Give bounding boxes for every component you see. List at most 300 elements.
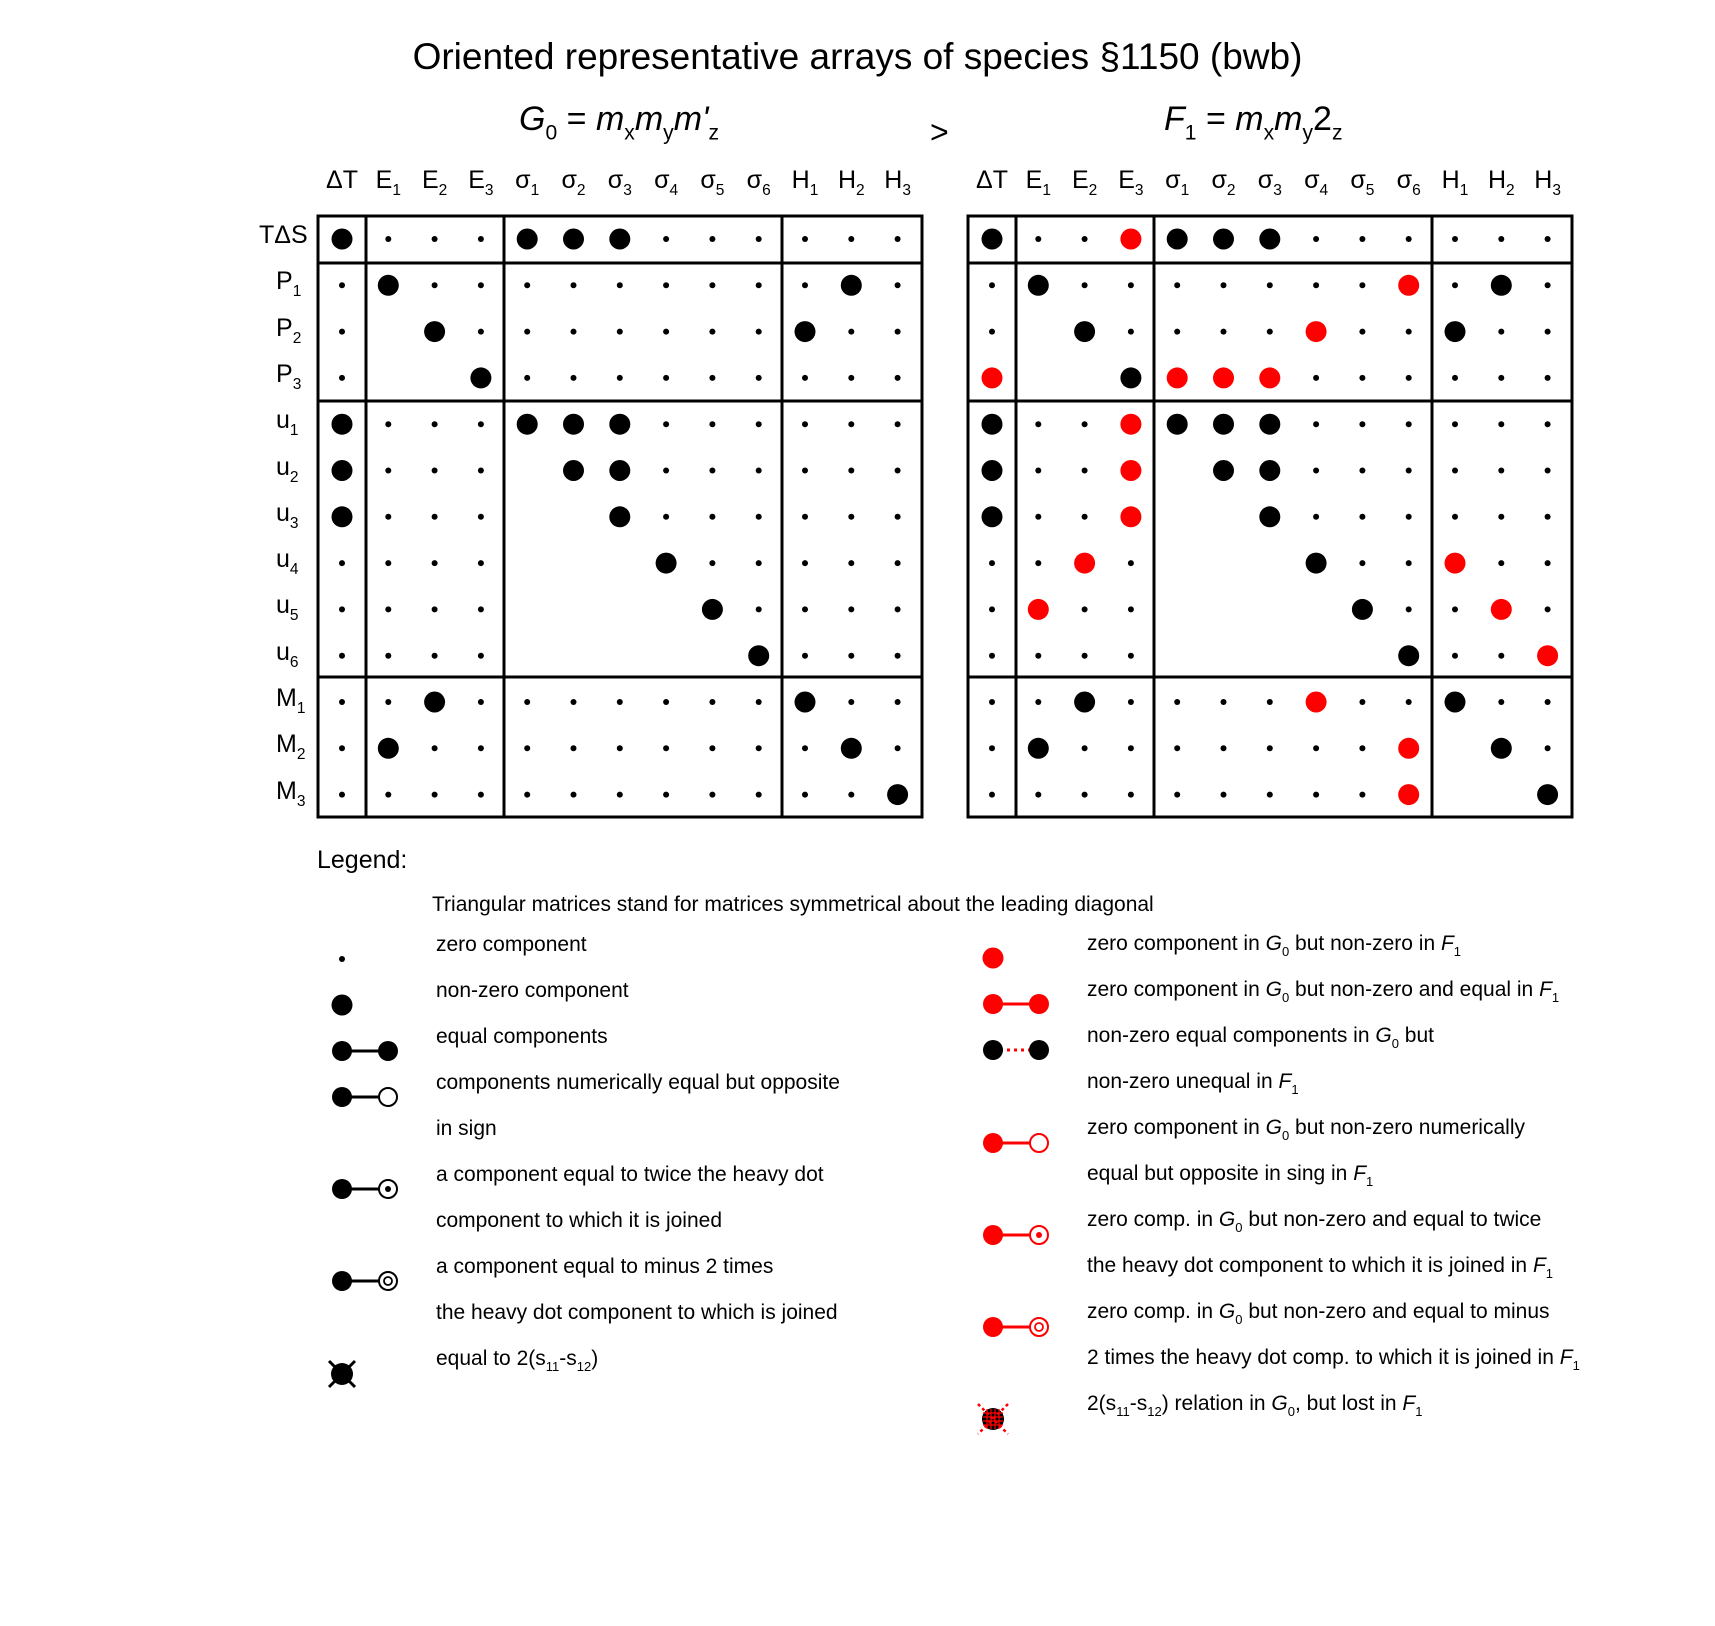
zero-component-dot (709, 282, 715, 288)
zero-component-dot (1221, 282, 1227, 288)
zero-component-dot (756, 375, 762, 381)
legend-red-twice-pair-icon-center (1036, 1232, 1042, 1238)
column-label-f1-3: $E_3$ (1118, 166, 1144, 199)
column-label-g0-9: $\sigma_6$ (746, 166, 771, 199)
zero-component-dot (617, 375, 623, 381)
row-label-12: $M_3$ (276, 776, 306, 810)
zero-component-dot (1406, 606, 1412, 612)
legend-left-text: component to which it is joined (436, 1209, 722, 1232)
nonzero-component-dot (982, 229, 1003, 250)
zero-component-dot (848, 514, 854, 520)
zero-component-dot (709, 421, 715, 427)
zero-component-dot (1221, 329, 1227, 335)
legend-opposite-pair-icon-dot (332, 1087, 352, 1107)
zero-component-dot (1452, 514, 1458, 520)
zero-component-dot (1498, 236, 1504, 242)
zero-component-dot (1082, 282, 1088, 288)
row-label-6: $u_3$ (276, 498, 299, 532)
nonzero-component-dot (563, 460, 584, 481)
legend-twice-pair-icon-dot (332, 1179, 352, 1199)
legend-left-text: equal to $2(s_{11}-s_{12})$ (436, 1347, 599, 1374)
zero-component-dot (571, 282, 577, 288)
nonzero-component-dot (887, 784, 908, 805)
nonzero-component-dot (1398, 645, 1419, 666)
zero-component-dot (1359, 421, 1365, 427)
zero-component-dot (1313, 236, 1319, 242)
zero-component-dot (1498, 699, 1504, 705)
new-nonzero-component-dot (1491, 599, 1512, 620)
zero-component-dot (1313, 282, 1319, 288)
zero-component-dot (385, 606, 391, 612)
zero-component-dot (802, 560, 808, 566)
zero-component-dot (848, 606, 854, 612)
group-g0-heading: $G_0 = m_xm_ym'_z$ (519, 100, 720, 145)
zero-component-dot (895, 514, 901, 520)
legend-right-text: zero comp. in $G_0$ but non-zero and equal to minus (1087, 1300, 1550, 1327)
zero-component-dot (524, 329, 530, 335)
nonzero-component-dot (424, 321, 445, 342)
zero-component-dot (895, 560, 901, 566)
zero-component-dot (1406, 560, 1412, 566)
zero-component-dot (1035, 514, 1041, 520)
zero-component-dot (1452, 282, 1458, 288)
zero-component-dot (895, 421, 901, 427)
nonzero-component-dot (656, 553, 677, 574)
zero-component-dot (1128, 560, 1134, 566)
zero-component-dot (989, 329, 995, 335)
new-nonzero-component-dot (1074, 553, 1095, 574)
new-nonzero-component-dot (982, 367, 1003, 388)
column-label-f1-1: $E_1$ (1025, 166, 1051, 199)
zero-component-dot (478, 282, 484, 288)
new-nonzero-component-dot (1028, 599, 1049, 620)
zero-component-dot (802, 514, 808, 520)
zero-component-dot (709, 468, 715, 474)
zero-component-dot (1174, 745, 1180, 751)
nonzero-component-dot (748, 645, 769, 666)
zero-component-dot (432, 560, 438, 566)
zero-component-dot (617, 329, 623, 335)
legend-heading: Legend: (317, 846, 408, 874)
nonzero-component-dot (1213, 460, 1234, 481)
row-label-5: $u_2$ (276, 452, 299, 486)
zero-component-dot (478, 329, 484, 335)
zero-component-dot (1128, 282, 1134, 288)
legend-note: Triangular matrices stand for matrices symmetrical about the leading diagonal (432, 893, 1154, 916)
legend-right-text: $2(s_{11}-s_{12})$ relation in $G_0$, but lost in $F_1$ (1087, 1392, 1423, 1419)
zero-component-dot (802, 792, 808, 798)
nonzero-component-dot (1028, 275, 1049, 296)
legend-red-minus-twice-pair-icon-ring (1030, 1318, 1048, 1336)
zero-component-dot (756, 236, 762, 242)
zero-component-dot (524, 745, 530, 751)
zero-component-dot (895, 329, 901, 335)
zero-component-dot (1174, 329, 1180, 335)
zero-component-dot (524, 792, 530, 798)
zero-component-dot (1174, 699, 1180, 705)
nonzero-component-dot (1306, 553, 1327, 574)
row-label-11: $M_2$ (276, 730, 306, 764)
nonzero-component-dot (1074, 321, 1095, 342)
legend-red-twice-pair-icon-dot (983, 1225, 1003, 1245)
nonzero-component-dot (1213, 229, 1234, 250)
column-label-f1-8: $\sigma_5$ (1350, 166, 1375, 199)
column-label-f1-7: $\sigma_4$ (1304, 166, 1329, 199)
nonzero-component-dot (332, 506, 353, 527)
zero-component-dot (1082, 792, 1088, 798)
zero-component-dot (756, 282, 762, 288)
zero-component-dot (432, 421, 438, 427)
zero-component-dot (524, 282, 530, 288)
zero-component-dot (385, 699, 391, 705)
zero-component-dot (339, 329, 345, 335)
legend-red-opposite-pair-icon-ring (1030, 1134, 1048, 1152)
zero-component-dot (1128, 745, 1134, 751)
zero-component-dot (571, 375, 577, 381)
zero-component-dot (802, 653, 808, 659)
zero-component-dot (1035, 699, 1041, 705)
legend-right-text: zero component in $G_0$ but non-zero and equal in $F_1$ (1087, 978, 1560, 1005)
legend-right-text: non-zero unequal in $F_1$ (1087, 1070, 1299, 1097)
zero-component-dot (432, 236, 438, 242)
legend-left-text: a component equal to twice the heavy dot (436, 1163, 824, 1186)
column-label-g0-2: $E_2$ (421, 166, 448, 199)
column-label-g0-8: $\sigma_5$ (700, 166, 725, 199)
legend-red-equal-pair-icon-dot (983, 994, 1003, 1014)
new-nonzero-component-dot (1167, 367, 1188, 388)
zero-component-dot (989, 653, 995, 659)
zero-component-dot (802, 745, 808, 751)
row-label-0: TΔS (259, 221, 308, 249)
legend-right-text: non-zero equal components in $G_0$ but (1087, 1024, 1434, 1051)
zero-component-dot (1452, 653, 1458, 659)
nonzero-component-dot (702, 599, 723, 620)
zero-component-dot (756, 329, 762, 335)
zero-component-dot (1267, 282, 1273, 288)
zero-component-dot (1359, 236, 1365, 242)
zero-component-dot (1545, 282, 1551, 288)
zero-component-dot (895, 236, 901, 242)
legend-left-text: a component equal to minus 2 times (436, 1255, 774, 1278)
zero-component-dot (1545, 421, 1551, 427)
zero-component-dot (385, 236, 391, 242)
nonzero-component-dot (1259, 460, 1280, 481)
nonzero-component-dot (1352, 599, 1373, 620)
column-label-g0-1: $E_1$ (375, 166, 401, 199)
column-label-g0-4: $\sigma_1$ (515, 166, 540, 199)
zero-component-dot (663, 421, 669, 427)
nonzero-component-dot (378, 275, 399, 296)
zero-component-dot (663, 514, 669, 520)
zero-component-dot (385, 468, 391, 474)
nonzero-component-dot (563, 229, 584, 250)
nonzero-component-dot (1074, 692, 1095, 713)
legend-right-text: equal but opposite in sing in $F_1$ (1087, 1162, 1374, 1189)
zero-component-dot (478, 792, 484, 798)
row-label-9: $u_6$ (276, 637, 299, 671)
zero-component-dot (339, 606, 345, 612)
column-label-f1-2: $E_2$ (1071, 166, 1098, 199)
nonzero-component-dot (563, 414, 584, 435)
zero-component-dot (478, 560, 484, 566)
legend-left-text: in sign (436, 1117, 497, 1140)
zero-component-dot (1128, 329, 1134, 335)
zero-component-dot (339, 745, 345, 751)
legend-right-text: zero comp. in $G_0$ but non-zero and equal to twice (1087, 1208, 1542, 1235)
zero-component-dot (895, 375, 901, 381)
zero-component-dot (1267, 329, 1273, 335)
zero-component-dot (709, 560, 715, 566)
zero-component-dot (848, 468, 854, 474)
zero-component-dot (663, 375, 669, 381)
zero-component-dot (1313, 468, 1319, 474)
zero-component-dot (848, 329, 854, 335)
zero-component-dot (802, 468, 808, 474)
zero-component-dot (1035, 236, 1041, 242)
zero-component-dot (1128, 606, 1134, 612)
zero-component-dot (663, 699, 669, 705)
zero-component-dot (432, 792, 438, 798)
zero-component-dot (1128, 653, 1134, 659)
zero-component-dot (339, 375, 345, 381)
legend-left-text: equal components (436, 1025, 608, 1048)
legend-left-text: the heavy dot component to which is joined (436, 1301, 838, 1324)
column-label-g0-5: $\sigma_2$ (561, 166, 586, 199)
zero-component-dot (1359, 329, 1365, 335)
zero-component-dot (1082, 421, 1088, 427)
zero-component-dot (895, 606, 901, 612)
nonzero-component-dot (1167, 229, 1188, 250)
new-nonzero-component-dot (1306, 321, 1327, 342)
legend-dotted-pair-icon-dot (1029, 1040, 1049, 1060)
zero-component-dot (663, 792, 669, 798)
zero-component-dot (1498, 421, 1504, 427)
column-label-f1-9: $\sigma_6$ (1396, 166, 1421, 199)
zero-component-dot (478, 236, 484, 242)
legend-equal-pair-icon-dot (378, 1041, 398, 1061)
new-nonzero-component-dot (1398, 275, 1419, 296)
legend-right-text: zero component in $G_0$ but non-zero numerically (1087, 1116, 1525, 1143)
zero-component-dot (989, 699, 995, 705)
nonzero-component-dot (1259, 414, 1280, 435)
zero-component-dot (1452, 236, 1458, 242)
zero-component-dot (756, 745, 762, 751)
row-label-8: $u_5$ (276, 591, 299, 625)
zero-component-dot (1359, 468, 1365, 474)
zero-component-dot (478, 745, 484, 751)
zero-component-dot (385, 792, 391, 798)
zero-component-dot (1498, 514, 1504, 520)
nonzero-component-dot (609, 460, 630, 481)
zero-component-dot (848, 560, 854, 566)
zero-component-dot (756, 560, 762, 566)
zero-component-dot (1406, 329, 1412, 335)
legend-right-text: zero component in $G_0$ but non-zero in $F_1$ (1087, 932, 1462, 959)
zero-component-dot (663, 329, 669, 335)
nonzero-component-dot (795, 321, 816, 342)
zero-component-dot (339, 792, 345, 798)
column-label-f1-5: $\sigma_2$ (1211, 166, 1236, 199)
zero-component-dot (895, 745, 901, 751)
zero-component-dot (1359, 792, 1365, 798)
zero-component-dot (571, 745, 577, 751)
zero-component-dot (1174, 282, 1180, 288)
nonzero-component-dot (982, 460, 1003, 481)
row-label-2: $P_2$ (276, 313, 302, 347)
new-nonzero-component-dot (1537, 645, 1558, 666)
new-nonzero-component-dot (1306, 692, 1327, 713)
zero-component-dot (1267, 699, 1273, 705)
zero-component-dot (1498, 468, 1504, 474)
column-label-g0-7: $\sigma_4$ (654, 166, 679, 199)
new-nonzero-component-dot (1259, 367, 1280, 388)
zero-component-dot (848, 236, 854, 242)
zero-component-dot (989, 560, 995, 566)
zero-component-dot (1359, 745, 1365, 751)
zero-component-dot (802, 606, 808, 612)
zero-component-dot (571, 329, 577, 335)
zero-component-dot (1082, 236, 1088, 242)
zero-component-dot (617, 699, 623, 705)
legend-red-opposite-pair-icon-dot (983, 1133, 1003, 1153)
zero-component-dot (339, 560, 345, 566)
zero-component-dot (1498, 375, 1504, 381)
zero-component-dot (1082, 606, 1088, 612)
zero-component-dot (1035, 792, 1041, 798)
zero-component-dot (1221, 699, 1227, 705)
zero-component-dot (478, 421, 484, 427)
legend-minus-twice-pair-icon-ring (379, 1272, 397, 1290)
zero-component-dot (1267, 792, 1273, 798)
zero-component-dot (571, 792, 577, 798)
nonzero-component-dot (378, 738, 399, 759)
zero-component-dot (1267, 745, 1273, 751)
new-nonzero-component-dot (1120, 506, 1141, 527)
zero-component-dot (989, 745, 995, 751)
legend-big-dot-icon (332, 995, 353, 1016)
group-f1-heading: $F_1 = m_xm_y2_z$ (1164, 100, 1343, 145)
row-label-1: $P_1$ (276, 267, 302, 301)
zero-component-dot (709, 514, 715, 520)
zero-component-dot (1313, 514, 1319, 520)
zero-component-dot (1082, 468, 1088, 474)
new-nonzero-component-dot (1398, 738, 1419, 759)
comparison-sign: > (930, 114, 949, 150)
legend-twice-pair-icon-center (385, 1186, 391, 1192)
legend-right-text: 2 times the heavy dot comp. to which it is joined in $F_1$ (1087, 1346, 1580, 1373)
zero-component-dot (1406, 514, 1412, 520)
zero-component-dot (385, 514, 391, 520)
zero-component-dot (524, 375, 530, 381)
zero-component-dot (756, 421, 762, 427)
zero-component-dot (1359, 560, 1365, 566)
zero-component-dot (802, 375, 808, 381)
zero-component-dot (1452, 375, 1458, 381)
nonzero-component-dot (1213, 414, 1234, 435)
zero-component-dot (989, 282, 995, 288)
nonzero-component-dot (841, 738, 862, 759)
zero-component-dot (1174, 792, 1180, 798)
nonzero-component-dot (1491, 738, 1512, 759)
nonzero-component-dot (795, 692, 816, 713)
zero-component-dot (1082, 653, 1088, 659)
zero-component-dot (571, 699, 577, 705)
legend-right-text: the heavy dot component to which it is joined in $F_1$ (1087, 1254, 1554, 1281)
zero-component-dot (895, 653, 901, 659)
zero-component-dot (478, 699, 484, 705)
column-label-f1-11: $H_2$ (1487, 166, 1515, 199)
nonzero-component-dot (841, 275, 862, 296)
nonzero-component-dot (982, 506, 1003, 527)
zero-component-dot (709, 792, 715, 798)
zero-component-dot (432, 606, 438, 612)
zero-component-dot (709, 236, 715, 242)
nonzero-component-dot (1259, 506, 1280, 527)
zero-component-dot (478, 468, 484, 474)
zero-component-dot (1313, 792, 1319, 798)
zero-component-dot (895, 699, 901, 705)
zero-component-dot (1452, 421, 1458, 427)
nonzero-component-dot (1537, 784, 1558, 805)
zero-component-dot (1359, 375, 1365, 381)
nonzero-component-dot (424, 692, 445, 713)
zero-component-dot (1359, 282, 1365, 288)
zero-component-dot (1313, 421, 1319, 427)
zero-component-dot (1545, 560, 1551, 566)
column-label-g0-10: $H_1$ (791, 166, 819, 199)
legend-red-equal-pair-icon-dot (1029, 994, 1049, 1014)
zero-component-dot (339, 282, 345, 288)
nonzero-component-dot (1491, 275, 1512, 296)
column-label-g0-11: $H_2$ (837, 166, 865, 199)
row-label-3: $P_3$ (276, 359, 302, 393)
zero-component-dot (1545, 329, 1551, 335)
nonzero-component-dot (332, 460, 353, 481)
nonzero-component-dot (1120, 367, 1141, 388)
column-label-f1-6: $\sigma_3$ (1257, 166, 1282, 199)
zero-component-dot (663, 468, 669, 474)
zero-component-dot (1452, 606, 1458, 612)
zero-component-dot (848, 699, 854, 705)
zero-component-dot (432, 514, 438, 520)
zero-component-dot (1082, 745, 1088, 751)
zero-component-dot (1406, 236, 1412, 242)
zero-component-dot (385, 560, 391, 566)
nonzero-component-dot (470, 367, 491, 388)
zero-component-dot (1035, 653, 1041, 659)
zero-component-dot (617, 282, 623, 288)
zero-component-dot (895, 468, 901, 474)
nonzero-component-dot (1445, 321, 1466, 342)
new-nonzero-component-dot (1120, 414, 1141, 435)
legend-dotted-pair-icon-dot (983, 1040, 1003, 1060)
zero-component-dot (1406, 375, 1412, 381)
new-nonzero-component-dot (1120, 229, 1141, 250)
new-nonzero-component-dot (1120, 460, 1141, 481)
zero-component-dot (1545, 699, 1551, 705)
zero-component-dot (385, 653, 391, 659)
nonzero-component-dot (1259, 229, 1280, 250)
zero-component-dot (1313, 745, 1319, 751)
zero-component-dot (802, 236, 808, 242)
nonzero-component-dot (982, 414, 1003, 435)
zero-component-dot (663, 282, 669, 288)
zero-component-dot (1082, 514, 1088, 520)
zero-component-dot (1128, 699, 1134, 705)
zero-component-dot (1035, 468, 1041, 474)
zero-component-dot (1545, 745, 1551, 751)
zero-component-dot (1035, 560, 1041, 566)
